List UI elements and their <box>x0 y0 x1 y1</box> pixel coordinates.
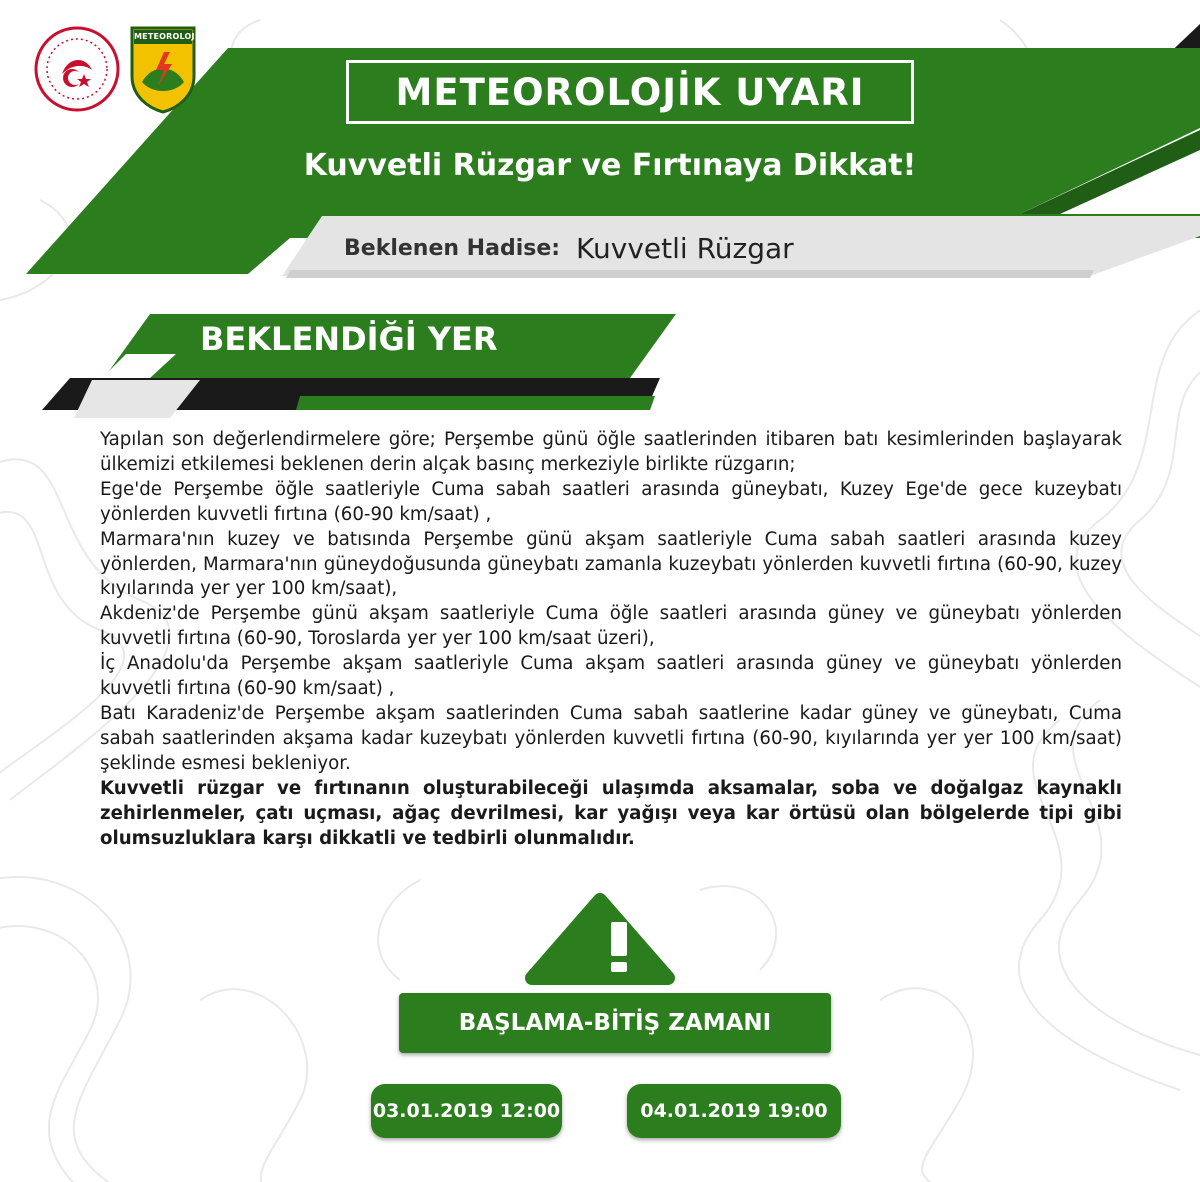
body-warning-paragraph: Kuvvetli rüzgar ve fırtınanın oluşturabileceği ulaşımda aksamalar, soba ve doğalgaz kaynaklı zehirlenmeler, çatı uçması, ağaç devrilmesi, kar yağışı veya kar örtüsü olan bölgelerde tipi gibi olumsuzluklara karşı dikkatli ve tedbirli olunmalıdır. <box>100 777 1122 849</box>
body-paragraph: Yapılan son değerlendirmelere göre; Perşembe günü öğle saatlerinden itibaren batı kesimlerinden başlayarak ülkemizi etkilemesi beklenen derin alçak basınç merkeziyle birlikte rüzgarın; <box>100 429 1122 475</box>
warning-triangle-icon <box>532 900 668 978</box>
time-heading: BAŞLAMA-BİTİŞ ZAMANI <box>399 993 831 1053</box>
expected-event-value: Kuvvetli Rüzgar <box>576 231 794 265</box>
page-title: METEOROLOJİK UYARI <box>346 60 914 124</box>
location-grey-bar <box>74 380 200 418</box>
event-grey-bar-shadow <box>286 270 1094 278</box>
end-date: 04.01.2019 19:00 <box>627 1084 841 1138</box>
body-paragraph: Ege'de Perşembe öğle saatleriyle Cuma sabah saatleri arasında güneybatı, Kuzey Ege'de gece kuzeybatı yönlerden kuvvetli fırtına (60-90 km/saat) , <box>100 478 1122 525</box>
meteoroloji-logo-label: METEOROLOJİ <box>134 32 198 41</box>
body-paragraph: Akdeniz'de Perşembe günü akşam saatleriyle Cuma öğle saatleri arasında güney ve güneybatı yönlerden kuvvetli fırtına (60-90, Toroslarda yer yer 100 km/saat üzeri), <box>100 603 1122 650</box>
meteoroloji-logo <box>128 24 198 114</box>
location-green-stripe <box>296 396 655 410</box>
expected-event <box>344 228 794 268</box>
body-paragraph: Marmara'nın kuzey ve batısında Perşembe günü akşam saatleriyle Cuma sabah saatleri arasında kuzey yönlerden, Marmara'nın güneydoğusunda güneybatı zamanla kuzeybatı yönlerden kuvvetli fırtına (60-90, kuzey kıyılarında yer yer 100 km/saat), <box>100 528 1122 600</box>
ministry-logo <box>34 26 120 112</box>
location-title: BEKLENDİĞİ YER <box>200 320 498 358</box>
page-subtitle: Kuvvetli Rüzgar ve Fırtınaya Dikkat! <box>303 148 917 183</box>
start-date: 03.01.2019 12:00 <box>371 1084 562 1138</box>
warning-body <box>100 428 1122 851</box>
body-paragraph: Batı Karadeniz'de Perşembe akşam saatlerinden Cuma sabah saatlerine kadar güney ve güneybatı, Cuma sabah saatlerinden akşama kadar kuzeybatı yönlerden kuvvetli fırtına (60-90, kıyılarında yer yer 100 km/saat) şeklinde esmesi bekleniyor. <box>100 702 1122 774</box>
expected-event-label: Beklenen Hadise: <box>344 235 561 261</box>
body-paragraph: İç Anadolu'da Perşembe akşam saatleriyle Cuma akşam saatleri arasında güney ve güneybatı yönlerden kuvvetli fırtına (60-90 km/saat) , <box>100 653 1122 700</box>
